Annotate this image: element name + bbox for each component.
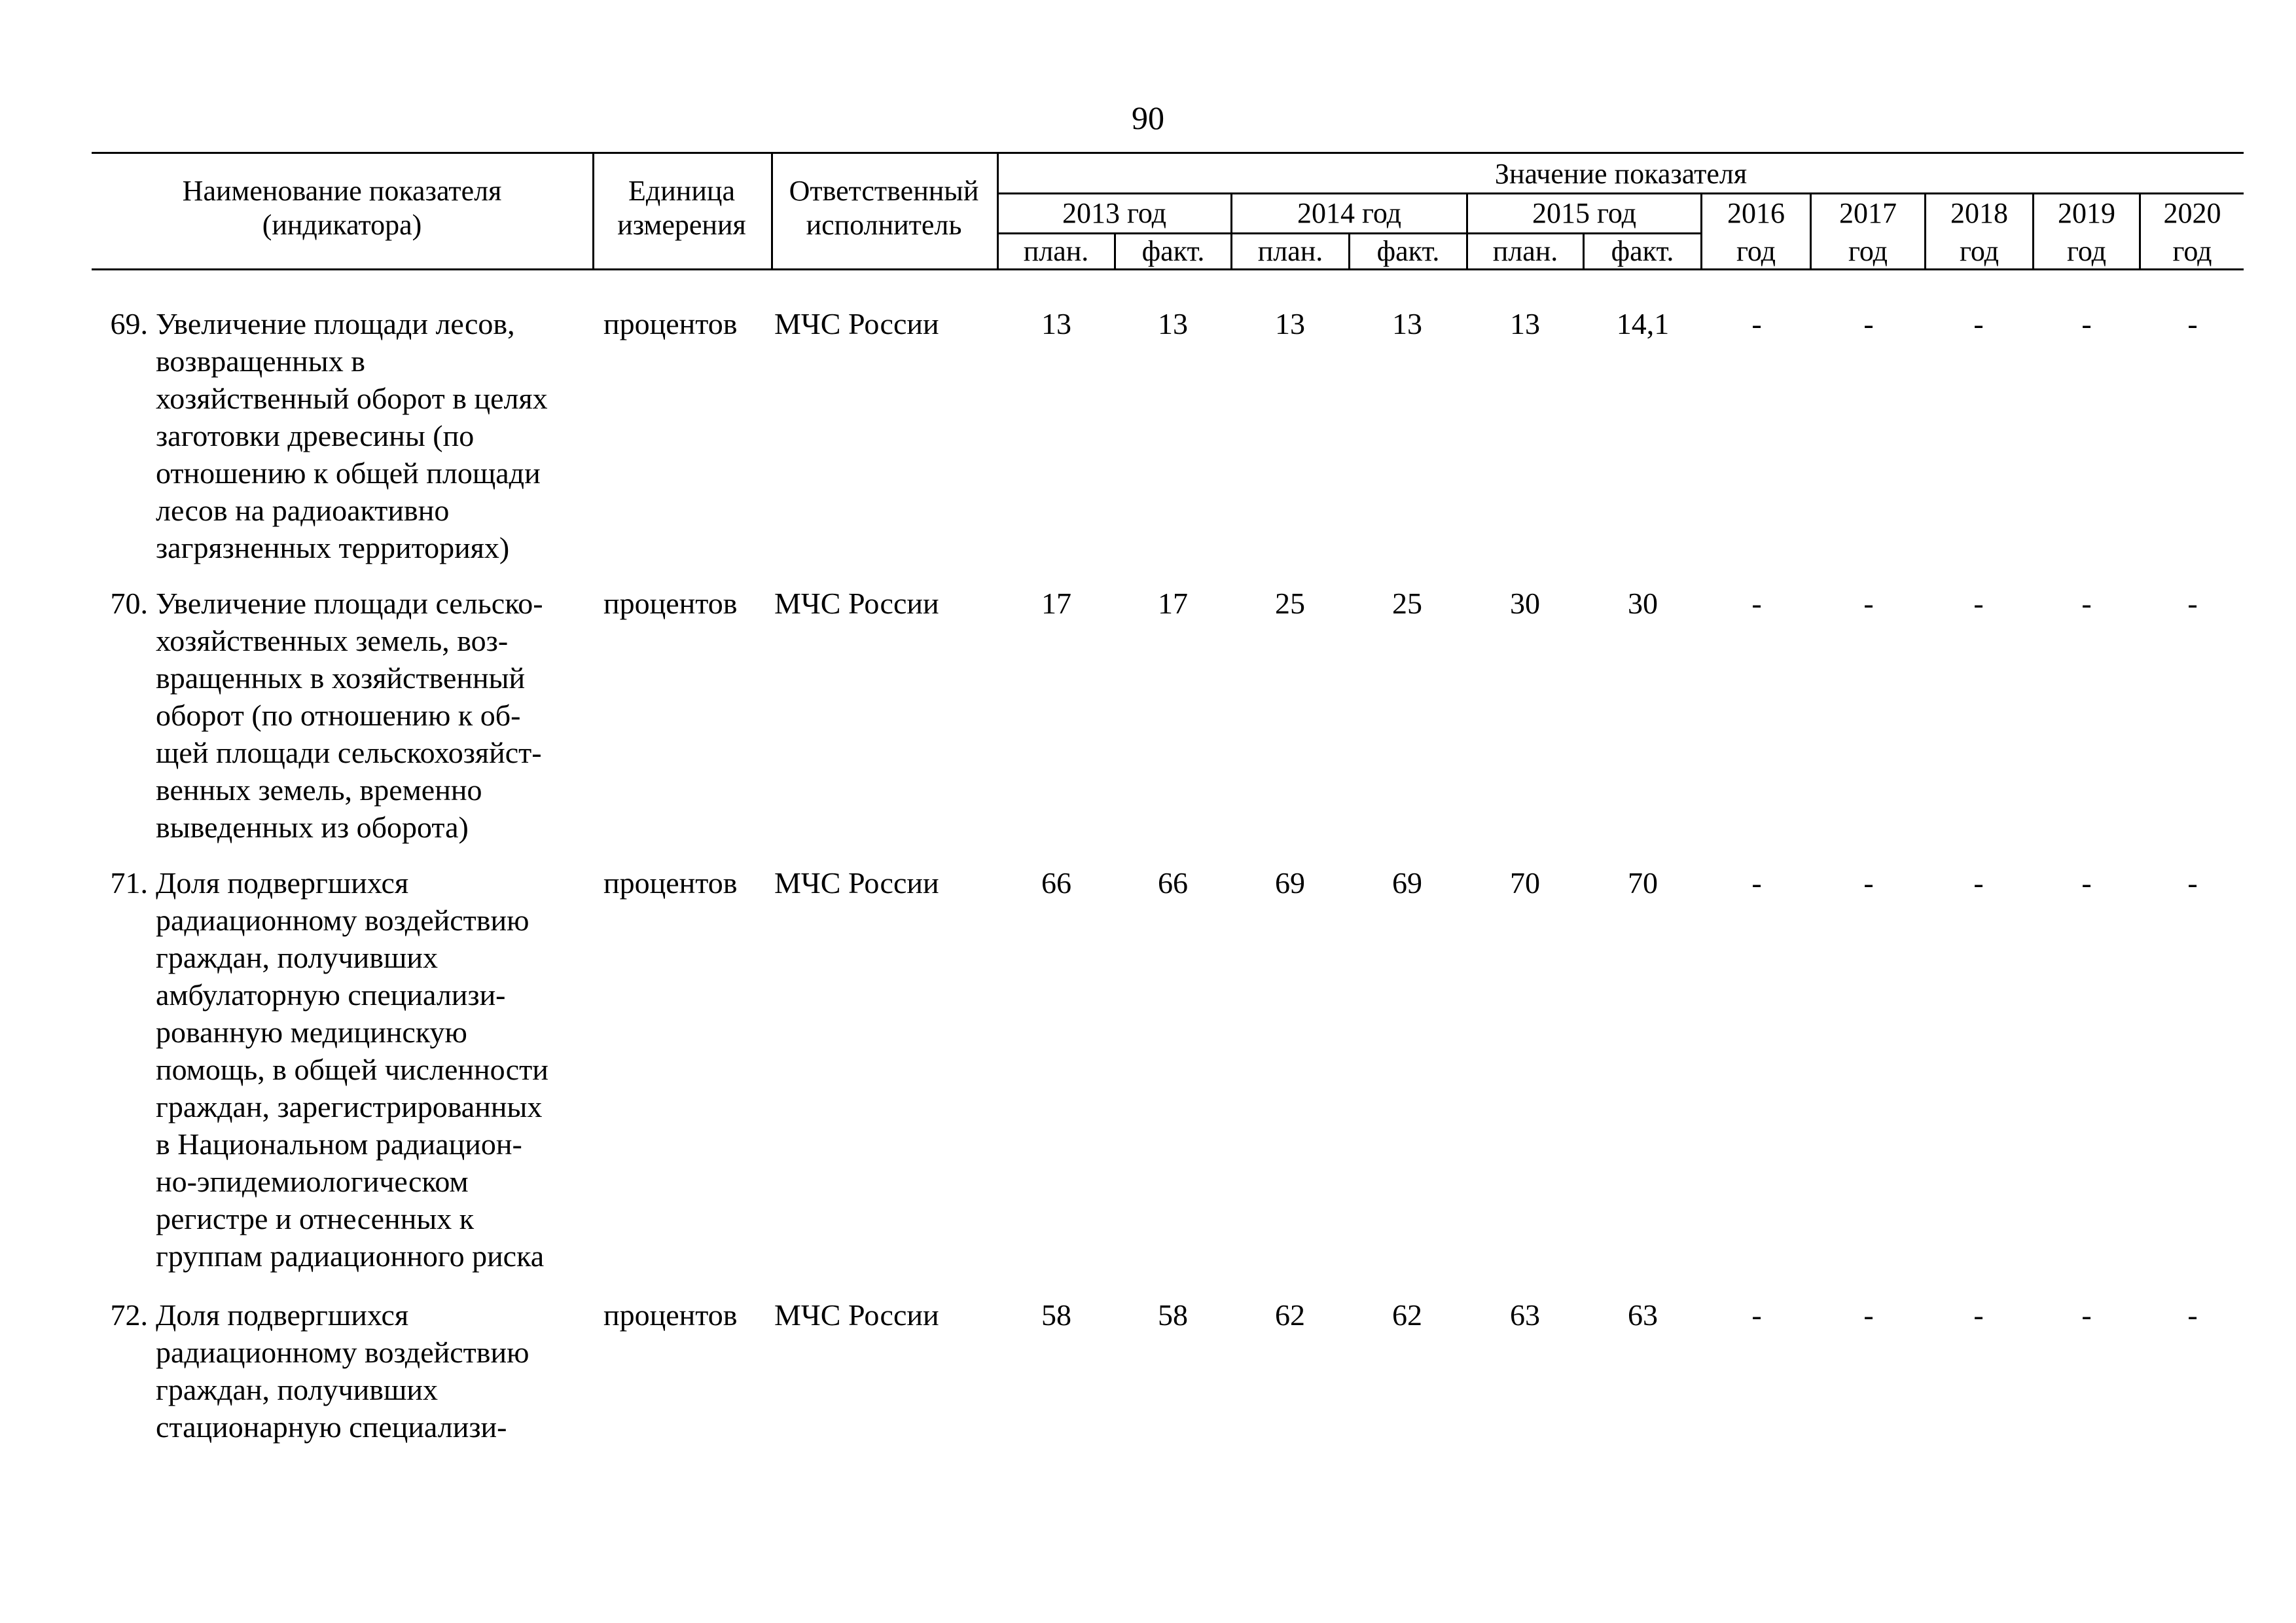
indicator-name-line: стационарную специализи-	[156, 1410, 507, 1444]
header-year-2015: 2015 год	[1532, 197, 1637, 229]
header-fact: факт.	[1141, 235, 1205, 267]
value-cell: 13	[1510, 307, 1540, 340]
header-plan: план.	[1023, 235, 1089, 267]
unit-cell: процентов	[603, 587, 738, 620]
indicator-name-line: регистре и отнесенных к	[156, 1202, 475, 1235]
value-cell: 69	[1275, 866, 1305, 900]
indicator-name-line: вращенных в хозяйственный	[156, 661, 526, 695]
header-value-group: Значение показателя	[1494, 158, 1748, 190]
value-cell: -	[2187, 587, 2198, 620]
executor-cell: МЧС России	[774, 866, 939, 900]
indicator-name-line: лесов на радиоактивно	[156, 494, 450, 527]
header-fact: факт.	[1611, 235, 1674, 267]
row-number: 69.	[110, 307, 148, 340]
executor-cell: МЧС России	[774, 307, 939, 340]
header-year-2013: 2013 год	[1062, 197, 1167, 229]
indicator-name-line: Доля подвергшихся	[156, 1298, 409, 1332]
value-cell: -	[1973, 587, 1984, 620]
indicator-name-line: граждан, получивших	[156, 1373, 438, 1406]
value-cell: 70	[1510, 866, 1540, 900]
indicator-name-line: граждан, зарегистрированных	[156, 1090, 543, 1123]
value-cell: 17	[1041, 587, 1071, 620]
indicator-name-line: Доля подвергшихся	[156, 866, 409, 900]
value-cell: 62	[1275, 1298, 1305, 1332]
indicator-name-line: в Национальном радиацион-	[156, 1127, 522, 1161]
value-cell: -	[2081, 1298, 2092, 1332]
value-cell: -	[1751, 866, 1762, 900]
value-cell: 66	[1158, 866, 1188, 900]
value-cell: 30	[1510, 587, 1540, 620]
indicator-name	[156, 1296, 588, 1446]
value-cell: -	[1973, 866, 1984, 900]
value-cell: -	[1863, 1298, 1874, 1332]
header-year-2014: 2014 год	[1297, 197, 1402, 229]
header-year-2016: 2016 год	[1727, 197, 1785, 267]
row-number: 71.	[110, 866, 148, 900]
indicator-name-line: выведенных из оборота)	[156, 811, 469, 844]
value-cell: -	[2081, 866, 2092, 900]
value-cell: -	[2081, 307, 2092, 340]
header-executor: Ответственный исполнитель	[789, 175, 979, 241]
value-cell: 25	[1275, 587, 1305, 620]
value-cell: 58	[1158, 1298, 1188, 1332]
header-year-2017: 2017 год	[1839, 197, 1897, 267]
header-plan: план.	[1257, 235, 1323, 267]
unit-cell: процентов	[603, 1298, 738, 1332]
header-plan: план.	[1492, 235, 1558, 267]
value-cell: 62	[1392, 1298, 1422, 1332]
indicator-name-line: хозяйственный оборот в целях	[156, 382, 548, 415]
value-cell: -	[2187, 1298, 2198, 1332]
value-cell: 13	[1041, 307, 1071, 340]
indicator-name	[156, 305, 588, 566]
value-cell: 58	[1041, 1298, 1071, 1332]
indicator-name-line: Увеличение площади лесов,	[156, 307, 515, 340]
executor-cell: МЧС России	[774, 587, 939, 620]
value-cell: 17	[1158, 587, 1188, 620]
header-years-rule	[998, 192, 2244, 194]
indicator-name-line: возвращенных в	[156, 344, 365, 378]
indicator-name-line: загрязненных территориях)	[156, 531, 510, 564]
value-cell: -	[2187, 307, 2198, 340]
header-bottom-rule	[92, 268, 2244, 270]
header-year-2018: 2018 год	[1950, 197, 2008, 267]
value-cell: 13	[1158, 307, 1188, 340]
value-cell: 63	[1510, 1298, 1540, 1332]
header-top-rule	[92, 152, 2244, 154]
indicator-name-line: но-эпидемиологическом	[156, 1165, 469, 1198]
row-number: 72.	[110, 1298, 148, 1332]
value-cell: -	[1751, 587, 1762, 620]
header-year-2019: 2019 год	[2058, 197, 2115, 267]
page-number: 90	[1132, 100, 1164, 136]
indicator-name-line: радиационному воздействию	[156, 903, 529, 937]
indicator-name-line: помощь, в общей численности	[156, 1053, 548, 1086]
value-cell: -	[1751, 307, 1762, 340]
header-indicator-name: Наименование показателя (индикатора)	[182, 175, 502, 241]
value-cell: -	[1973, 307, 1984, 340]
indicator-name-line: заготовки древесины (по	[156, 419, 475, 452]
value-cell: 14,1	[1616, 307, 1670, 340]
value-cell: -	[1751, 1298, 1762, 1332]
value-cell: -	[2081, 587, 2092, 620]
value-cell: 66	[1041, 866, 1071, 900]
value-cell: 13	[1275, 307, 1305, 340]
indicator-name-line: оборот (по отношению к об-	[156, 699, 521, 732]
indicator-name-line: щей площади сельскохозяйст-	[156, 736, 542, 769]
indicator-name-line: хозяйственных земель, воз-	[156, 624, 509, 657]
indicator-name-line: радиационному воздействию	[156, 1336, 529, 1369]
value-cell: 69	[1392, 866, 1422, 900]
row-number: 70.	[110, 587, 148, 620]
value-cell: 70	[1628, 866, 1658, 900]
indicator-name-line: Увеличение площади сельско-	[156, 587, 543, 620]
header-fact: факт.	[1376, 235, 1440, 267]
unit-cell: процентов	[603, 866, 738, 900]
indicator-name-line: граждан, получивших	[156, 941, 438, 974]
value-cell: 63	[1628, 1298, 1658, 1332]
value-cell: 25	[1392, 587, 1422, 620]
indicator-name-line: рованную медицинскую	[156, 1015, 467, 1049]
value-cell: -	[2187, 866, 2198, 900]
value-cell: -	[1973, 1298, 1984, 1332]
indicator-name	[156, 585, 588, 846]
indicator-name	[156, 864, 588, 1275]
header-unit: Единица измерения	[617, 175, 746, 241]
value-cell: 13	[1392, 307, 1422, 340]
indicator-name-line: отношению к общей площади	[156, 456, 541, 490]
executor-cell: МЧС России	[774, 1298, 939, 1332]
value-cell: -	[1863, 866, 1874, 900]
value-cell: -	[1863, 307, 1874, 340]
header-year-2020: 2020 год	[2163, 197, 2221, 267]
indicator-name-line: группам радиационного риска	[156, 1239, 545, 1273]
value-cell: -	[1863, 587, 1874, 620]
value-cell: 30	[1628, 587, 1658, 620]
unit-cell: процентов	[603, 307, 738, 340]
indicator-name-line: амбулаторную специализи-	[156, 978, 506, 1012]
indicator-name-line: венных земель, временно	[156, 773, 482, 807]
